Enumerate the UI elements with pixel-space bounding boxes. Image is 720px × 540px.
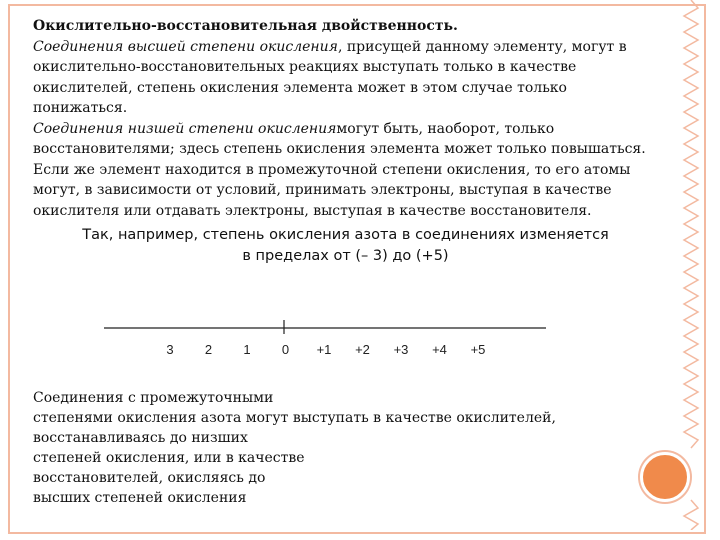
frame-border-top [8, 4, 706, 6]
paragraph-1 [33, 37, 658, 119]
scale-label: 1 [243, 342, 251, 357]
bottom-line: степеней окисления, или в качестве [33, 450, 305, 466]
oxidation-scale [104, 320, 546, 360]
bottom-line: степенями окисления азота могут выступать в качестве окислителей, [33, 410, 556, 426]
para2-rest: могут быть, наоборот, только восстановителями; здесь степень окисления элемента может только повышаться. Если же элемент находится в промежуточной степени окисления, то его атомы могут, в зависимости от условий, принимать электроны, выступая в качестве окислителя или отдавать электроны, выступая в качестве восстановителя. [33, 120, 646, 219]
para2-italic: Соединения низшей степени окисления [33, 120, 337, 137]
bottom-line: высших степеней окисления [33, 490, 247, 506]
scale-label: +2 [355, 342, 370, 357]
para1-italic: Соединения высшей степени окисления [33, 38, 338, 55]
scale-label: +4 [432, 342, 447, 357]
scale-label: +3 [393, 342, 409, 357]
scale-label: 2 [204, 342, 213, 357]
example-line-2: в пределах от (– 3) до (+5) [242, 248, 449, 264]
bottom-line: Соединения с промежуточными [33, 390, 274, 406]
bottom-line: восстанавливаясь до низших [33, 430, 248, 446]
scale-labels [166, 342, 485, 357]
para1-rest: , присущей данному элементу, могут в окислительно-восстановительных реакциях выступать только в качестве окислителей, степень окисления элемента может в этом случае только понижаться. [33, 38, 627, 116]
scale-label: +5 [470, 342, 486, 357]
decorative-zigzag [676, 0, 706, 530]
bottom-line: восстановителей, окисляясь до [33, 470, 266, 486]
frame-border-left [8, 4, 10, 534]
scale-label: 0 [281, 342, 290, 357]
heading: Окислительно-восстановительная двойственность. [33, 18, 458, 34]
example-line-1: Так, например, степень окисления азота в соединениях изменяется [82, 227, 609, 243]
scale-label: +1 [316, 342, 332, 357]
scale-label: 3 [166, 342, 174, 357]
main-text-block [33, 16, 658, 267]
bottom-text-block [33, 388, 653, 508]
paragraph-2 [33, 119, 658, 222]
frame-border-bottom [8, 532, 706, 534]
